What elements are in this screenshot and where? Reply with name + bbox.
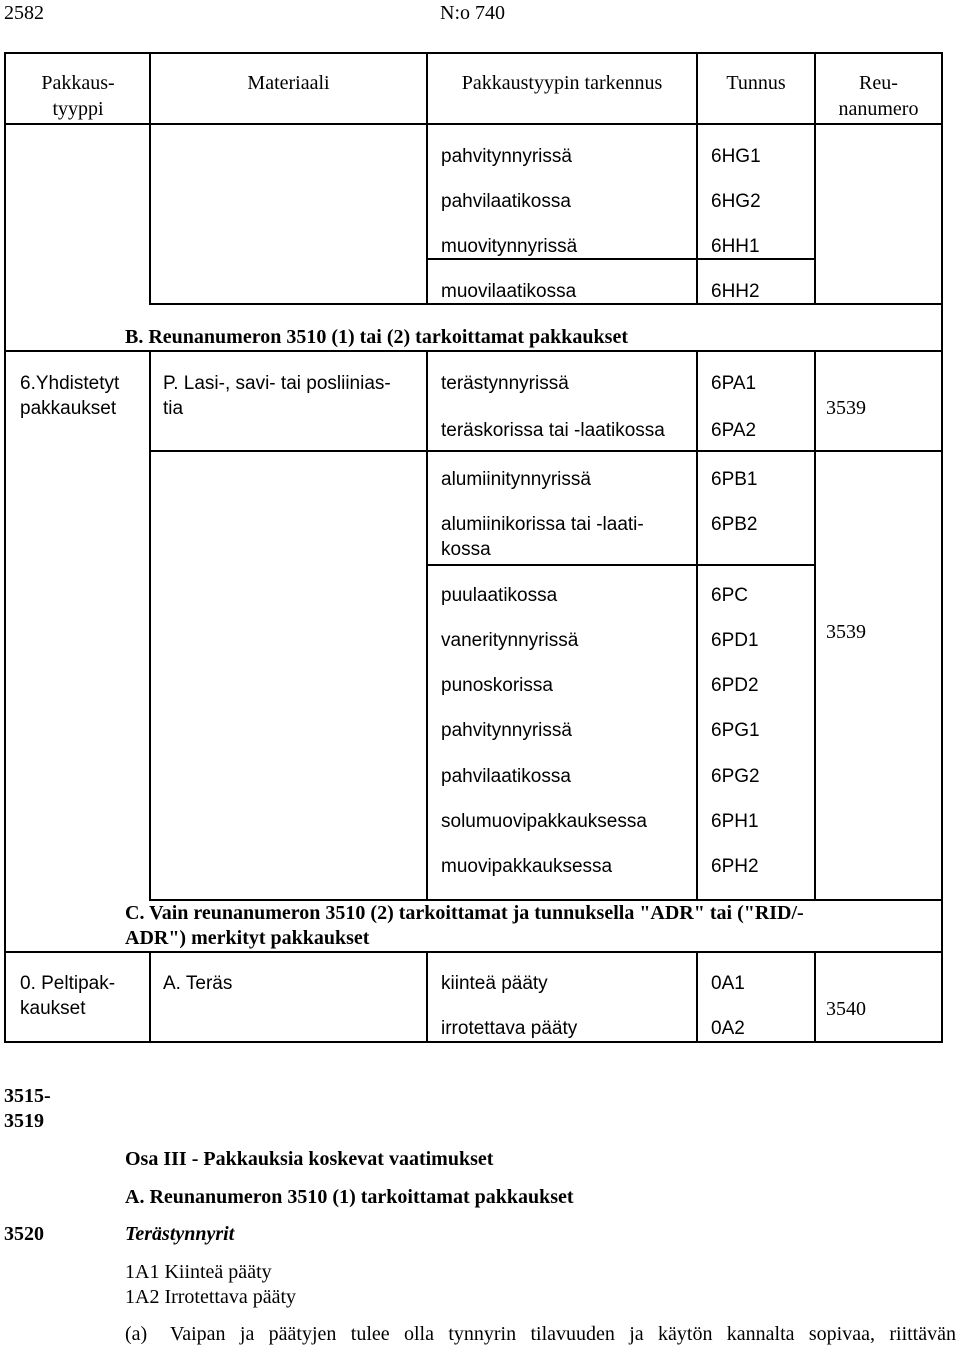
header-material: Materiaali [247,72,330,94]
row-rule [426,564,816,566]
spec-cell: pahvilaatikossa [441,191,571,212]
section-c-rule [4,951,943,953]
spec-cell: pahvitynnyrissä [441,720,572,741]
code-cell: 6HH2 [711,281,760,302]
code-cell: 6PH2 [711,856,759,877]
code-cell: 6HG1 [711,146,761,167]
col-divider [696,951,698,1042]
col-divider [426,350,428,900]
section-c-heading-line2: ADR") merkityt pakkaukset [125,927,370,949]
margin-range-line2: 3519 [4,1110,44,1132]
col-divider [149,350,151,900]
code-1a1-line: 1A1 Kiinteä pääty [125,1261,272,1283]
spec-cell: vaneritynnyrissä [441,630,579,651]
metal-type-line1: 0. Peltipak- [20,973,116,994]
composite-material-line2: tia [163,398,184,419]
table-bottom-border [4,1041,943,1043]
composite-type-line2: pakkaukset [20,398,117,419]
spec-cell: punoskorissa [441,675,553,696]
margin-number-3520: 3520 [4,1223,44,1245]
header-margin-line1: Reu- [859,72,898,94]
steel-drums-heading: Terästynnyrit [125,1223,235,1245]
section-c-heading-line1: C. Vain reunanumeron 3510 (2) tarkoittamat ja tunnuksella "ADR" tai ("RID/- [125,902,804,924]
code-cell: 6HH1 [711,236,760,257]
code-cell: 6PG2 [711,766,760,787]
metal-type-line2: kaukset [20,998,86,1019]
section-b-rule [4,350,943,352]
margin-number-cell: 3540 [826,998,866,1020]
code-cell: 6PD1 [711,630,759,651]
part-heading: Osa III - Pakkauksia koskevat vaatimukset [125,1148,494,1170]
code-cell: 6PA1 [711,373,757,394]
item-a-text: Vaipan ja päätyjen tulee olla tynnyrin tilavuuden ja käytön kannalta sopivaa, riittävän [170,1323,956,1345]
header-pkg-type-line1: Pakkaus- [41,72,115,94]
row-rule [149,450,943,452]
col-divider [814,951,816,1042]
code-cell: 6PB2 [711,514,758,535]
spec-cell: solumuovipakkauksessa [441,811,647,832]
spec-cell: muovilaatikossa [441,281,577,302]
code-cell: 6PD2 [711,675,759,696]
issue-number: N:o 740 [440,2,505,24]
code-cell: 0A2 [711,1018,745,1039]
col-divider [814,350,816,900]
header-pkg-type-line2: tyyppi [52,98,104,120]
header-margin-line2: nanumero [838,98,919,120]
spec-cell: puulaatikossa [441,585,558,606]
section-a-heading: A. Reunanumeron 3510 (1) tarkoittamat pakkaukset [125,1186,574,1208]
table-right-border [941,52,943,1043]
header-bottom-rule [4,123,943,125]
col-divider [426,123,428,304]
spec-cell: terästynnyrissä [441,373,569,394]
table-top-border [4,52,943,54]
col-divider [149,951,151,1042]
col-divider [696,350,698,900]
spec-cell: teräskorissa tai -laatikossa [441,420,665,441]
code-cell: 0A1 [711,973,745,994]
spec-cell: kiinteä pääty [441,973,548,994]
spec-cell: pahvitynnyrissä [441,146,572,167]
spec-cell: alumiinikorissa tai -laati- [441,514,644,535]
col-divider [426,951,428,1042]
table-left-border [4,52,6,1043]
section-b-heading: B. Reunanumeron 3510 (1) tai (2) tarkoittamat pakkaukset [125,326,628,348]
spec-cell-cont: kossa [441,539,491,560]
header-code: Tunnus [726,72,786,94]
margin-range-line1: 3515- [4,1085,51,1107]
margin-number-cell: 3539 [826,621,866,643]
code-cell: 6PA2 [711,420,757,441]
code-cell: 6PC [711,585,748,606]
spec-cell: pahvilaatikossa [441,766,571,787]
item-a-label: (a) [125,1323,148,1345]
header-pkg-type [8,70,148,122]
header-margin-number [816,70,941,122]
code-cell: 6PB1 [711,469,758,490]
composite-type-line1: 6.Yhdistetyt [20,373,120,394]
composite-material-line1: P. Lasi-, savi- tai posliinias- [163,373,391,394]
code-1a2-line: 1A2 Irrotettava pääty [125,1286,297,1308]
margin-number-cell: 3539 [826,397,866,419]
metal-material: A. Teräs [163,973,233,994]
header-spec: Pakkaustyypin tarkennus [461,72,663,94]
spec-cell: muovitynnyrissä [441,236,578,257]
page-number: 2582 [4,2,44,24]
spec-cell: irrotettava pääty [441,1018,578,1039]
code-cell: 6PH1 [711,811,759,832]
spec-cell: muovipakkauksessa [441,856,613,877]
code-cell: 6HG2 [711,191,761,212]
spec-cell: alumiinitynnyrissä [441,469,591,490]
code-cell: 6PG1 [711,720,760,741]
